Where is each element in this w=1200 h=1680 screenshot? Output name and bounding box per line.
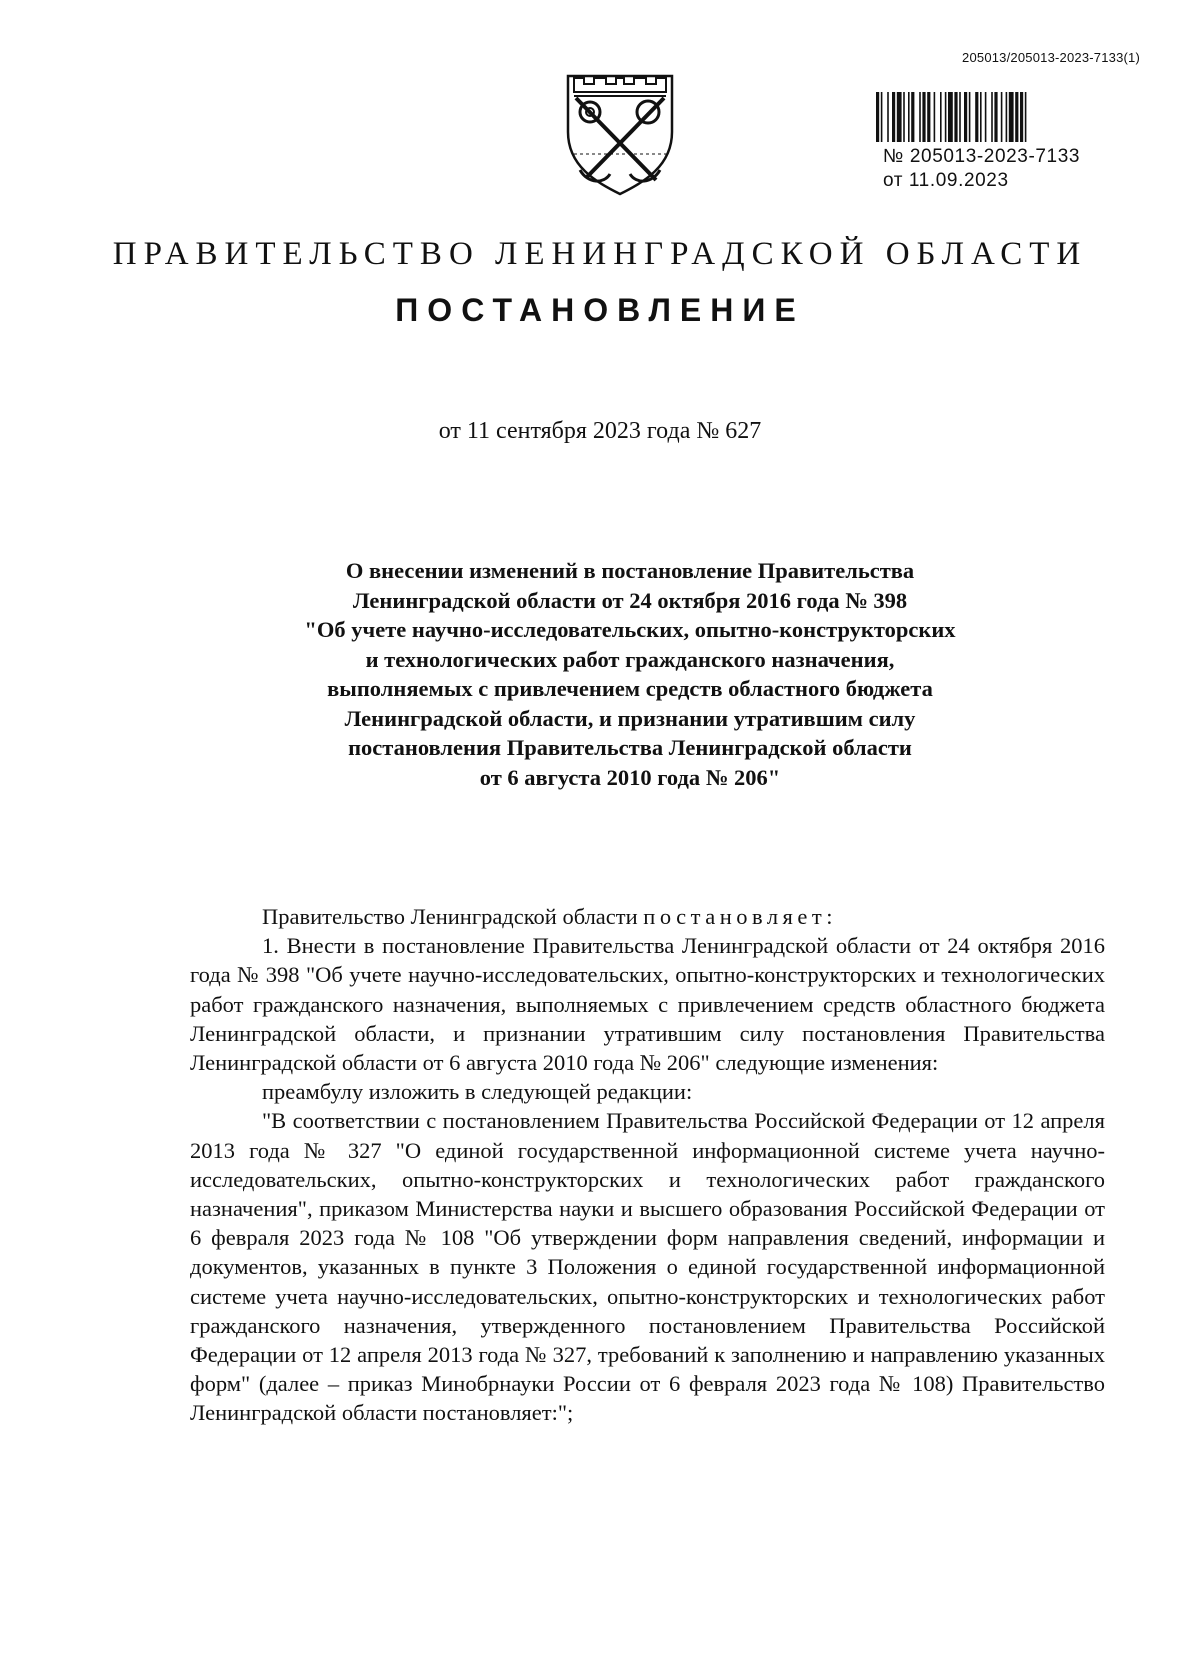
title-line: выполняемых с привлечением средств областного бюджета bbox=[327, 676, 933, 701]
document-type: ПОСТАНОВЛЕНИЕ bbox=[395, 292, 805, 328]
body-paragraph: 1. Внести в постановление Правительства Ленинградской области от 24 октября 2016 года № 398 "Об учете научно-исследовательских, опытно-конструкторских и технологических работ гражданского назначения, выполняемых с привлечением средств областного бюджета Ленинградской области, и признании утратившим силу постановления Правительства Ленинградской области от 6 августа 2010 года № 206" следующие изменения: bbox=[190, 933, 1105, 1076]
title-line: Ленинградской области от 24 октября 2016 года № 398 bbox=[352, 587, 908, 613]
preamble-verb: постановляет: bbox=[643, 904, 837, 929]
title-line: постановления Правительства Ленинградской области bbox=[348, 735, 912, 760]
title-line: Ленинградской области, и признании утратившим силу bbox=[344, 705, 916, 731]
registration-date: от 11.09.2023 bbox=[883, 170, 1009, 191]
body-paragraph: преамбулу изложить в следующей редакции: bbox=[262, 1079, 693, 1105]
title-line: и технологических работ гражданского назначения, bbox=[365, 646, 895, 672]
document-title bbox=[220, 556, 1040, 792]
title-line: "Об учете научно-исследовательских, опытно-конструкторских bbox=[304, 617, 956, 642]
barcode-icon bbox=[876, 92, 1138, 142]
organization-title: ПРАВИТЕЛЬСТВО ЛЕНИНГРАДСКОЙ ОБЛАСТИ bbox=[112, 236, 1088, 272]
registration-block bbox=[883, 145, 1143, 193]
coat-of-arms-icon bbox=[560, 62, 680, 196]
body-paragraph: "В соответствии с постановлением Правительства Российской Федерации от 12 апреля 2013 года № 327 "О единой государственной информационной системе учета научно-исследовательских, опытно-конструкторских и технологических работ гражданского назначения", приказом Министерства науки и высшего образования Российской Федерации от 6 февраля 2023 года № 108 "Об утверждении форм направления сведений, информации и документов, указанных в пункте 3 Положения о единой государственной информационной системе учета научно-исследовательских, опытно-конструкторских и технологических работ гражданского назначения, утвержденного постановлением Правительства Российской Федерации от 12 апреля 2013 года № 327, требований к заполнению и направлению указанных форм" (далее – приказ Минобрнауки России от 6 февраля 2023 года № 108) Правительство Ленинградской области постановляет:"; bbox=[190, 1108, 1105, 1426]
title-line: О внесении изменений в постановление Правительства bbox=[345, 558, 915, 583]
preamble bbox=[190, 902, 1105, 931]
title-line: от 6 августа 2010 года № 206" bbox=[479, 764, 781, 790]
preamble-lead: Правительство Ленинградской области bbox=[262, 904, 638, 929]
registry-id: 205013/205013-2023-7133(1) bbox=[962, 50, 1140, 65]
document-body bbox=[190, 902, 1105, 1428]
registration-number: № 205013-2023-7133 bbox=[883, 146, 1081, 167]
document-date-number: от 11 сентября 2023 года № 627 bbox=[438, 418, 762, 444]
